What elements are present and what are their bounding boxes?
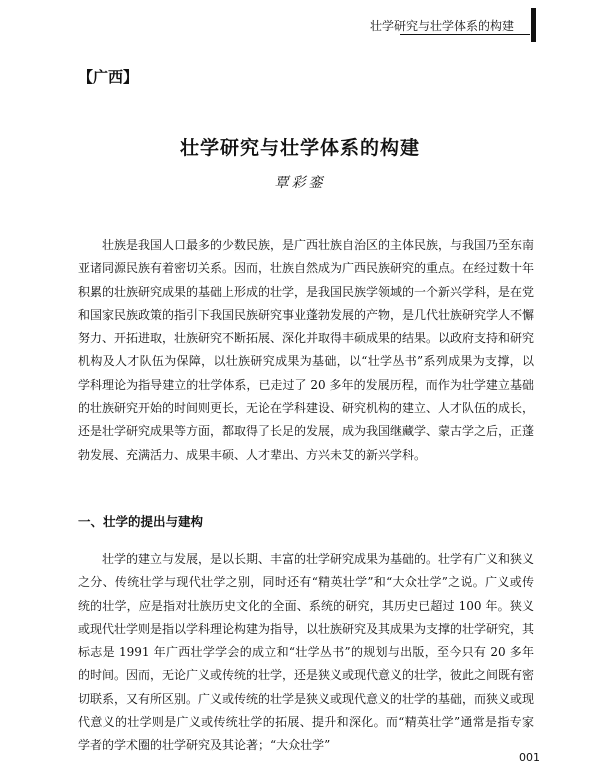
page-number: 001 <box>519 751 540 764</box>
paper-title: 壮学研究与壮学体系的构建 <box>179 137 420 159</box>
header-side-bar <box>531 8 536 42</box>
author-name: 覃彩銮 <box>274 175 326 191</box>
intro-paragraph: 壮族是我国人口最多的少数民族，是广西壮族自治区的主体民族，与我国乃至东南亚诸同源民族有着密切关系。因而，壮族自然成为广西民族研究的重点。在经过数十年积累的壮族研究成果的基础上形成的壮学，是我国民族学领域的一个新兴学科，是在党和国家民族政策的指引下我国民族研究事业蓬勃发展的产物，是几代壮族研究学人不懈努力、开拓进取，壮族研究不断拓展、深化并取得丰硕成果的结果。以政府支持和研究机构及人才队伍为保障，以壮族研究成果为基础，以“壮学丛书”系列成果为支撑，以学科理论为指导建立的壮学体系，已走过了 20 多年的发展历程，而作为壮学建立基础的壮族研究开始的时间则更长，无论在学科建设、研究机构的建立、人才队伍的成长，还是壮学研究成果等方面，都取得了长足的发展，成为我国继藏学、蒙古学之后，正蓬勃发展、充满活力、成果丰硕、人才辈出、方兴未艾的新兴学科。 <box>78 238 535 462</box>
section-heading: 一、壮学的提出与建构 <box>78 514 204 529</box>
header-rule <box>400 34 530 35</box>
running-header-title: 壮学研究与壮学体系的构建 <box>369 19 514 33</box>
region-tag: 【广西】 <box>78 68 139 86</box>
section-paragraph: 壮学的建立与发展，是以长期、丰富的壮学研究成果为基础的。壮学有广义和狭义之分、传统壮学与现代壮学之别，同时还有“精英壮学”和“大众壮学”之说。广义或传统的壮学，应是指对壮族历史文化的全面、系统的研究，其历史已超过 100 年。狭义或现代壮学则是指以学科理论构建为指导，以壮族研究及其成果为支撑的壮学研究，其标志是 1991 年广西壮学学会的成立和“壮学丛书”的规划与出版，至今只有 20 多年的时间。因而，无论广义或传统的壮学，还是狭义或现代意义的壮学，彼此之间既有密切联系，又有所区别。广义或传统的壮学是狭义或现代意义的壮学的基础，而狭义或现代意义的壮学则是广义或传统壮学的拓展、提升和深化。而“精英壮学”通常是指专家学者的学术圈的壮学研究及其论著；“大众壮学” <box>78 552 535 753</box>
